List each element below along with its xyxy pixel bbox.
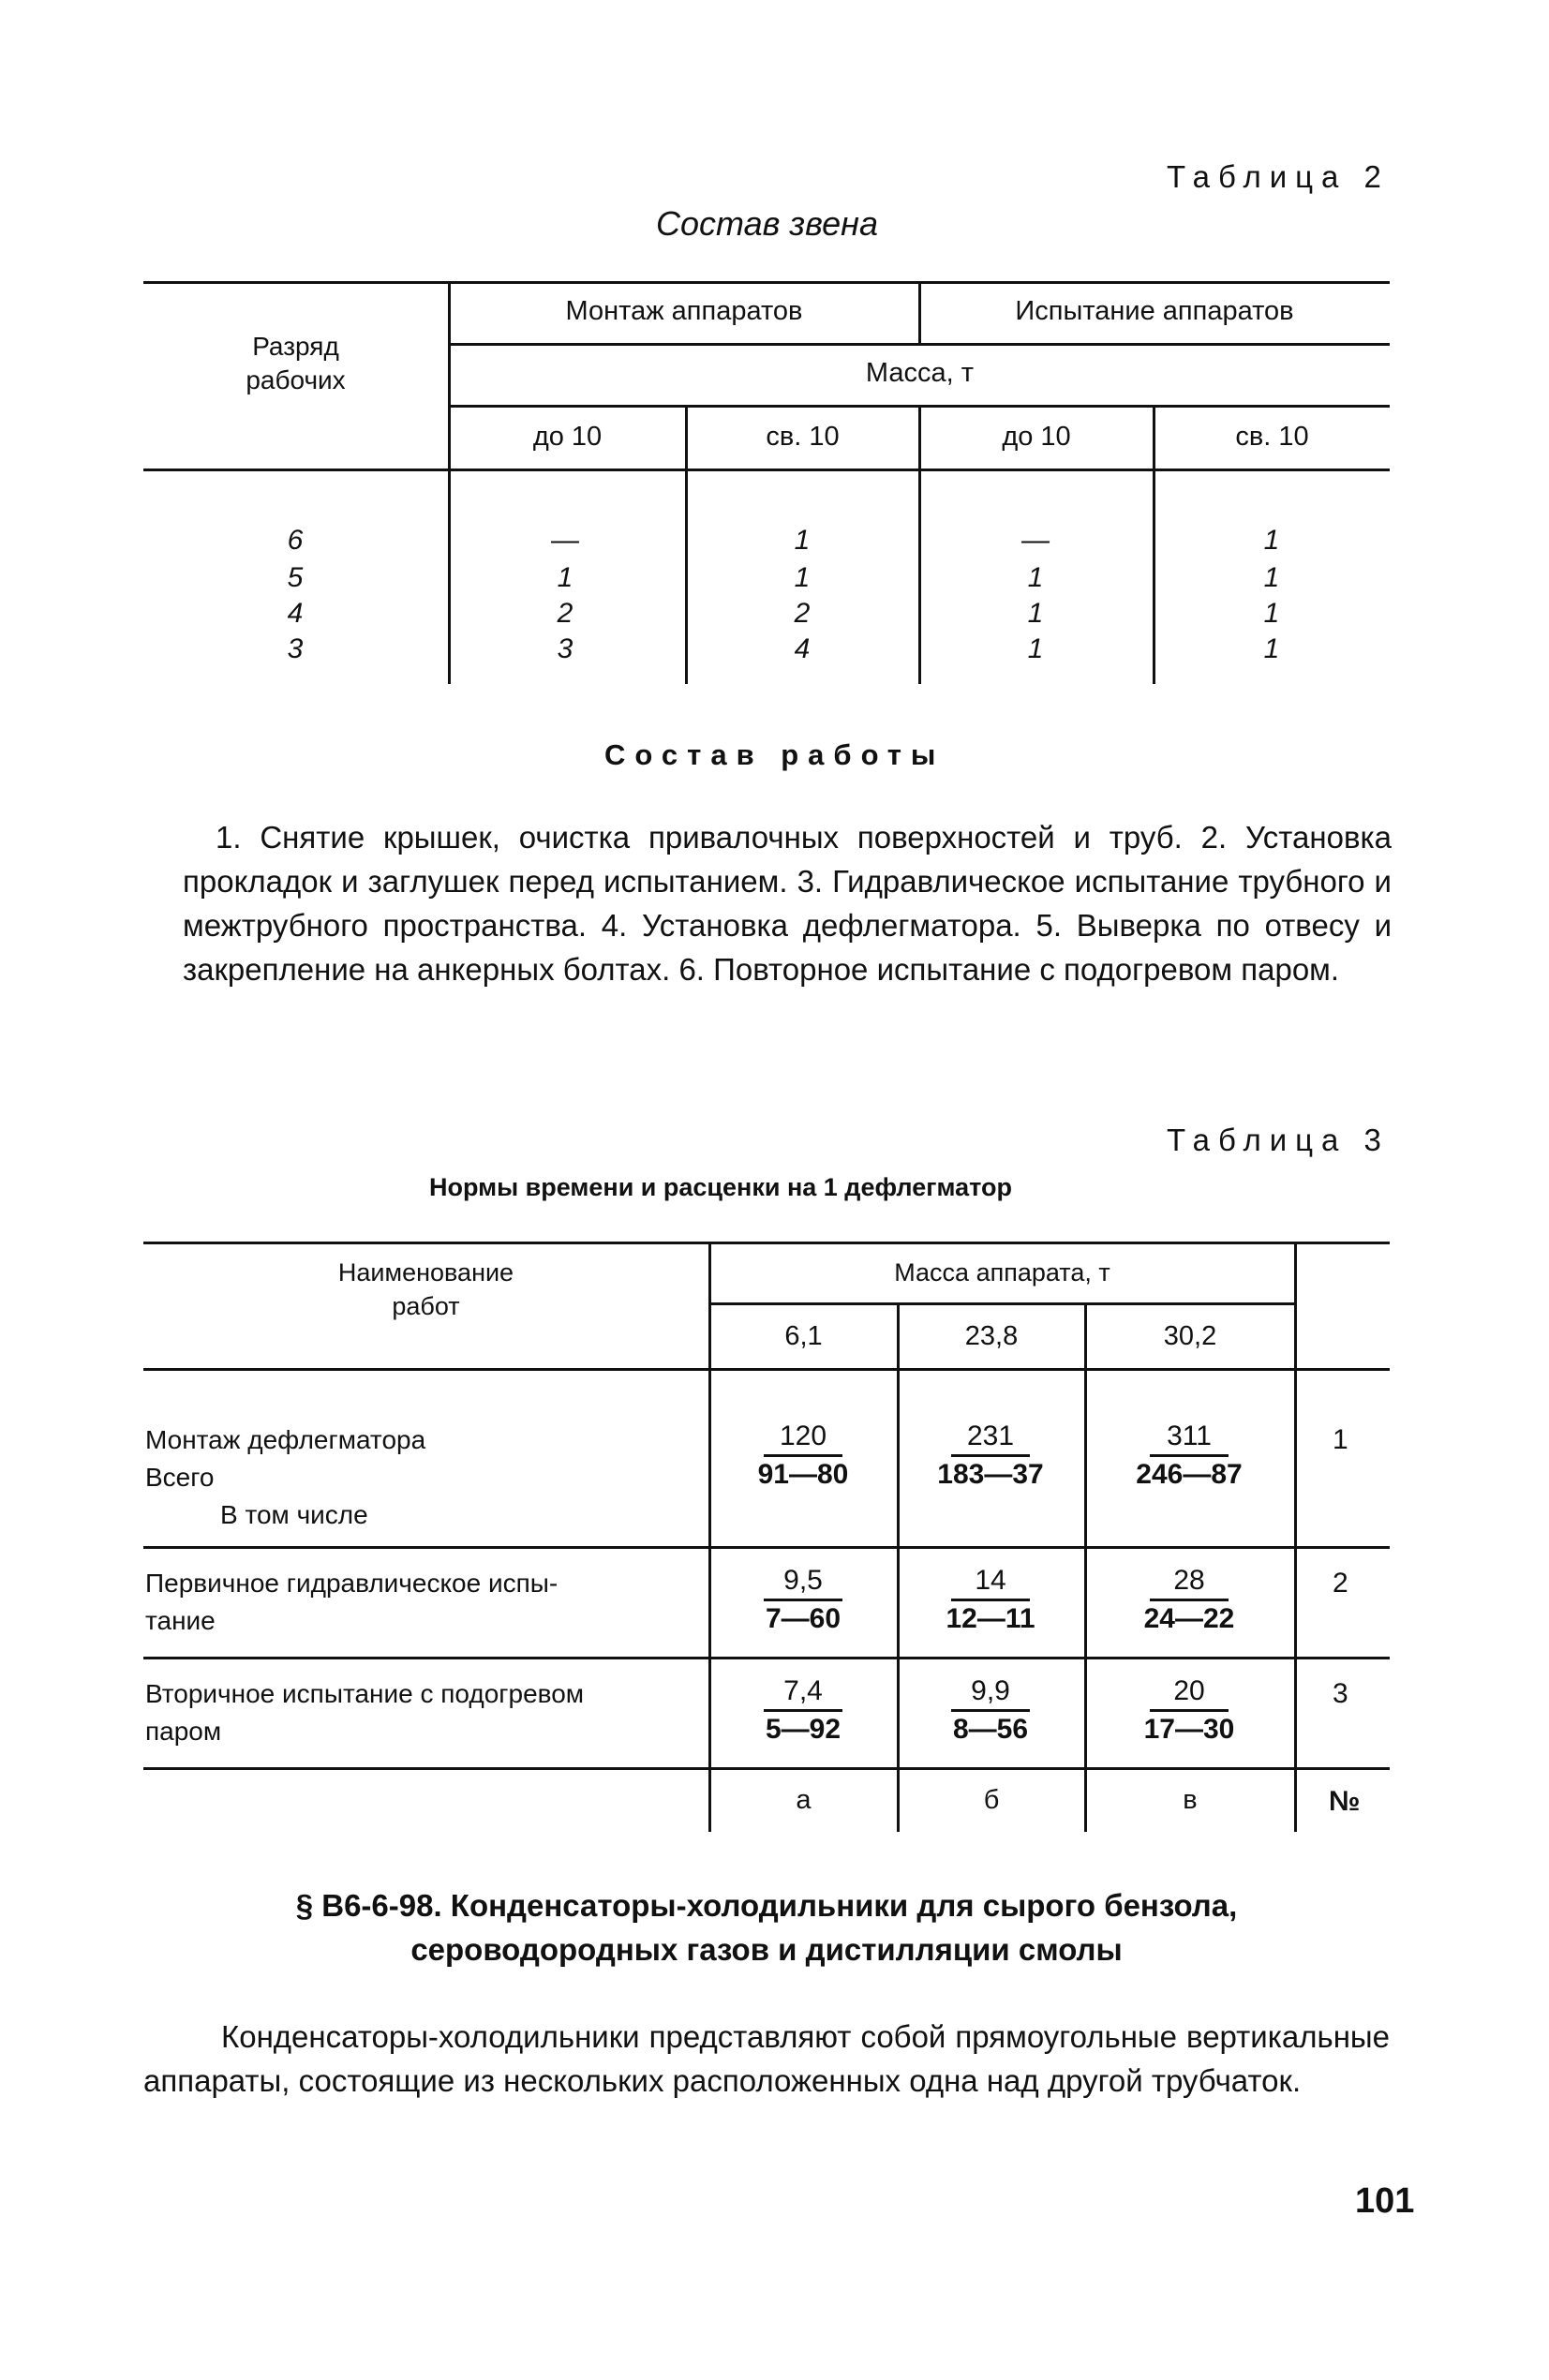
table2-cell: 1: [1263, 633, 1280, 664]
page-number: 101: [1355, 2181, 1415, 2221]
table2-head-montage: Монтаж аппаратов: [565, 296, 803, 326]
table3-col-2: 23,8: [964, 1321, 1019, 1351]
table3-row-name: Первичное гидравлическое испы-: [145, 1569, 559, 1598]
table3-col-3: 30,2: [1163, 1321, 1217, 1351]
table3-row-no: 1: [1333, 1424, 1348, 1455]
table3-head-mass: Масса аппарата, т: [894, 1258, 1110, 1287]
table3-row-name: тание: [145, 1606, 216, 1635]
table3-row-no: 2: [1333, 1568, 1348, 1599]
table2-cell: 1: [1263, 562, 1280, 593]
table2-cell: 4: [794, 633, 811, 664]
table2-cell: 1: [1263, 598, 1280, 629]
table3-value: $\frac{7,4}{5—92}$: [765, 1675, 842, 1745]
table2-head-mass: Масса, т: [865, 358, 975, 388]
table3-row-name: Монтаж дефлегматора: [145, 1425, 426, 1454]
table2-cell: 2: [557, 598, 573, 629]
table2-sub-3: до 10: [1002, 422, 1071, 452]
table3-value: $\frac{28}{24—22}$: [1143, 1565, 1235, 1634]
table2-cell: 2: [794, 598, 811, 629]
table3-value: $\frac{311}{246—87}$: [1136, 1421, 1243, 1490]
table2-sub-1: до 10: [532, 422, 603, 452]
table3-label: Таблица 3: [1167, 1123, 1390, 1157]
table2-cell: —: [551, 525, 579, 556]
table2-head-testing: Испытание аппаратов: [1015, 296, 1294, 326]
table3-row-name: Вторичное испытание с подогревом: [145, 1679, 585, 1708]
table2-rank: 4: [287, 598, 304, 629]
table2-sub-4: св. 10: [1235, 422, 1309, 452]
work-heading: Состав работы: [604, 738, 946, 771]
table2-rank: 5: [287, 562, 304, 593]
table3-value: $\frac{120}{91—80}$: [757, 1421, 849, 1490]
table3-footer-b: б: [983, 1785, 1000, 1815]
table3-value: $\frac{9,5}{7—60}$: [765, 1565, 842, 1634]
table2-title: Состав звена: [656, 204, 879, 243]
table3-row-name: паром: [145, 1717, 222, 1746]
work-text: 1. Снятие крышек, очистка привалочных поверхностей и труб. 2. Установка прокладок и заглушек перед испытанием. 3. Гидравлическое испытание трубного и межтрубного пространства. 4. Установка дефлегматора. 5. Выверка по отвесу и закрепление на анкерных болтах. 6. Повторное испытание с подогревом паром.: [183, 820, 1392, 987]
table2-head-rank: Разряд рабочих: [246, 332, 346, 394]
table2-cell: 1: [1027, 598, 1044, 629]
table3-value: $\frac{231}{183—37}$: [937, 1421, 1044, 1490]
table2-cell: 1: [794, 562, 811, 593]
table2-cell: 1: [794, 525, 811, 556]
table2-cell: 1: [557, 562, 573, 593]
table3-title: Нормы времени и расценки на 1 дефлегматор: [429, 1173, 1012, 1201]
table3-value: $\frac{14}{12—11}$: [946, 1565, 1035, 1634]
table2-rank: 6: [287, 525, 304, 556]
table3-value: $\frac{9,9}{8—56}$: [952, 1675, 1029, 1745]
table3-value: $\frac{20}{17—30}$: [1143, 1675, 1235, 1745]
table3-footer-no: №: [1329, 1786, 1361, 1817]
table3-col-1: 6,1: [784, 1321, 823, 1351]
table3-row-no: 3: [1333, 1678, 1348, 1709]
section-text: Конденсаторы-холодильники представляют собой прямоугольные вертикальные аппараты, состоящие из нескольких расположенных одна над другой трубчаток.: [143, 2019, 1390, 2098]
table3-row-name: Всего: [145, 1463, 215, 1492]
table2-cell: 1: [1027, 633, 1044, 664]
table3-footer-a: а: [796, 1785, 812, 1815]
section-heading-line2: сероводородных газов и дистилляции смолы: [410, 1932, 1123, 1967]
table2-label: Таблица 2: [1167, 159, 1390, 194]
table2-cell: 1: [1263, 525, 1280, 556]
table2-cell: 3: [557, 633, 573, 664]
table3-head-name: Наименование работ: [337, 1258, 514, 1320]
table2-cell: 1: [1027, 562, 1044, 593]
table2-cell: —: [1021, 525, 1050, 556]
table2-sub-2: св. 10: [766, 422, 840, 452]
table3-row-name: В том числе: [220, 1500, 368, 1529]
table2-rank: 3: [287, 633, 304, 664]
section-heading-line1: § В6-6-98. Конденсаторы-холодильники для сырого бензола,: [295, 1888, 1238, 1923]
table3-footer-v: в: [1183, 1785, 1198, 1815]
